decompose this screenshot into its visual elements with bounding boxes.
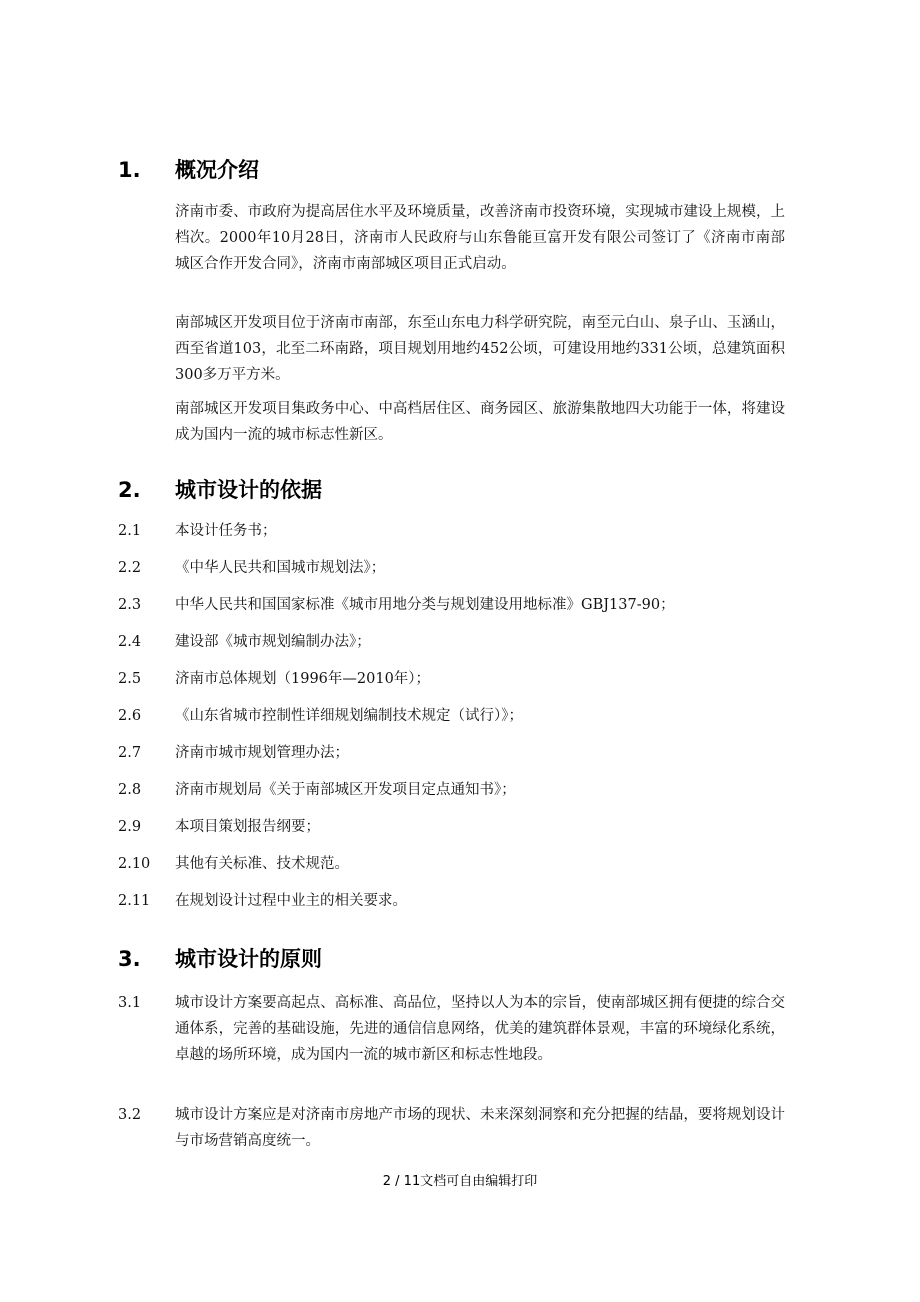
list-item-text: 本设计任务书； xyxy=(175,523,277,539)
list-item-text: 城市设计方案要高起点、高标准、高品位，坚持以人为本的宗旨，使南部城区拥有便捷的综合交通体系，完善的基础设施，先进的通信信息网络，优美的建筑群体景观，丰富的环境绿化系统，卓越的场所环境，成为国内一流的城市新区和标志性地段。 xyxy=(175,995,785,1063)
list-item-number: 2.10 xyxy=(118,856,151,872)
page-footer: 2 / 11文档可自由编辑打印 xyxy=(382,1174,538,1189)
list-item-text: 其他有关标准、技术规范。 xyxy=(175,856,349,872)
list-item-number: 2.8 xyxy=(118,782,142,798)
list-item-number: 2.11 xyxy=(118,893,151,909)
list-item-text: 《中华人民共和国城市规划法》； xyxy=(175,560,386,576)
list-item-number: 2.7 xyxy=(118,745,142,761)
list-item-text: 济南市城市规划管理办法； xyxy=(175,745,349,761)
list-item-text: 本项目策划报告纲要； xyxy=(175,819,320,835)
list-item-text: 在规划设计过程中业主的相关要求。 xyxy=(175,893,407,909)
list-item-number: 2.2 xyxy=(118,560,142,576)
list-item-number: 2.5 xyxy=(118,671,142,687)
section-1-paragraph-3: 南部城区开发项目集政务中心、中高档居住区、商务园区、旅游集散地四大功能于一体，将建设成为国内一流的城市标志性新区。 xyxy=(175,401,785,443)
list-item-number: 3.1 xyxy=(118,995,142,1011)
section-1-number: 1. xyxy=(118,158,141,182)
section-2-title: 城市设计的依据 xyxy=(175,478,322,502)
list-item-text: 济南市规划局《关于南部城区开发项目定点通知书》； xyxy=(175,782,516,798)
section-2-number: 2. xyxy=(118,478,141,502)
list-item-text: 建设部《城市规划编制办法》； xyxy=(175,634,371,650)
list-item-number: 2.6 xyxy=(118,708,142,724)
section-1-paragraph-2: 南部城区开发项目位于济南市南部，东至山东电力科学研究院，南至元白山、泉子山、玉涵山，西至省道103，北至二环南路，项目规划用地约452公顷，可建设用地约331公顷，总建筑面积300多万平方米。 xyxy=(175,315,785,383)
section-3-number: 3. xyxy=(118,947,141,971)
list-item-number: 3.2 xyxy=(118,1107,142,1123)
list-item-number: 2.1 xyxy=(118,523,142,539)
list-item-number: 2.3 xyxy=(118,597,142,613)
section-1-paragraph-1: 济南市委、市政府为提高居住水平及环境质量，改善济南市投资环境，实现城市建设上规模，上档次。2000年10月28日，济南市人民政府与山东鲁能亘富开发有限公司签订了《济南市南部城区合作开发合同》，济南市南部城区项目正式启动。 xyxy=(175,204,785,272)
list-item-text: 城市设计方案应是对济南市房地产市场的现状、未来深刻洞察和充分把握的结晶，要将规划设计与市场营销高度统一。 xyxy=(175,1107,785,1149)
section-1-title: 概况介绍 xyxy=(175,158,259,182)
list-item-number: 2.9 xyxy=(118,819,142,835)
list-item-text: 济南市总体规划（1996年—2010年）； xyxy=(175,671,431,687)
list-item-text: 中华人民共和国国家标准《城市用地分类与规划建设用地标准》GBJ137-90； xyxy=(175,597,675,613)
list-item-text: 《山东省城市控制性详细规划编制技术规定（试行）》； xyxy=(175,708,523,724)
list-item-number: 2.4 xyxy=(118,634,142,650)
section-3-title: 城市设计的原则 xyxy=(175,947,322,971)
